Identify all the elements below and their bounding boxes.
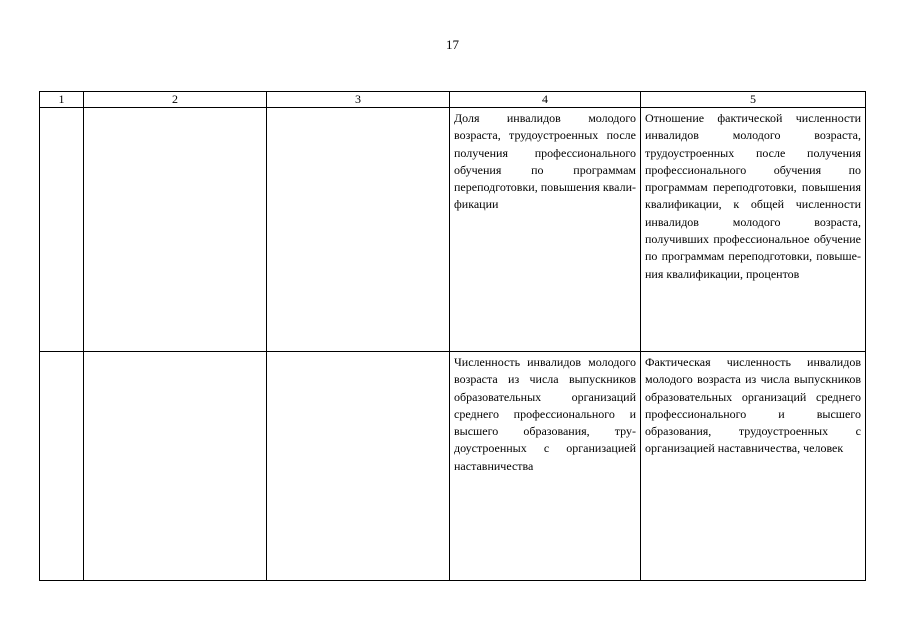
column-header-2: 2 bbox=[84, 92, 267, 108]
table-cell-empty bbox=[84, 108, 267, 352]
formula-text: Отношение фактической численности инвалидов молодого возраста, трудоустроенных после получения профессионального обучения по программам переподготовки, повышения квалификации, к общей численности инвалидов молодого возраста, получивших профессиональное обучение по программам переподготовки, повышения квалификации, процентов bbox=[645, 111, 861, 281]
column-header-1: 1 bbox=[40, 92, 84, 108]
formula-text: Фактическая численность инвалидов молодого возраста из числа выпускников образовательных организаций среднего профессионального и высшего образования, трудоустроенных с организацией наставничества, человек bbox=[645, 355, 861, 456]
table-row bbox=[40, 108, 866, 352]
table-cell-empty bbox=[40, 108, 84, 352]
indicators-table bbox=[39, 91, 866, 581]
indicator-text: Доля инвалидов молодого возраста, трудоустроенных после получения профессионального обучения по программам переподготовки, повышения квалификации bbox=[454, 111, 636, 212]
indicator-cell bbox=[450, 108, 641, 352]
indicator-text: Численность инвалидов молодого возраста из числа выпускников образовательных организаций среднего профессионального и высшего образования, трудоустроенных с организацией наставничества bbox=[454, 355, 636, 473]
table-cell-empty bbox=[40, 352, 84, 581]
formula-cell bbox=[641, 352, 866, 581]
column-header-3: 3 bbox=[267, 92, 450, 108]
indicator-cell bbox=[450, 352, 641, 581]
formula-cell bbox=[641, 108, 866, 352]
column-header-4: 4 bbox=[450, 92, 641, 108]
table-cell-empty bbox=[84, 352, 267, 581]
table-cell-empty bbox=[267, 352, 450, 581]
table-cell-empty bbox=[267, 108, 450, 352]
table-row bbox=[40, 352, 866, 581]
table-header-row bbox=[40, 92, 866, 108]
page-number: 17 bbox=[446, 37, 459, 52]
column-header-5: 5 bbox=[641, 92, 866, 108]
